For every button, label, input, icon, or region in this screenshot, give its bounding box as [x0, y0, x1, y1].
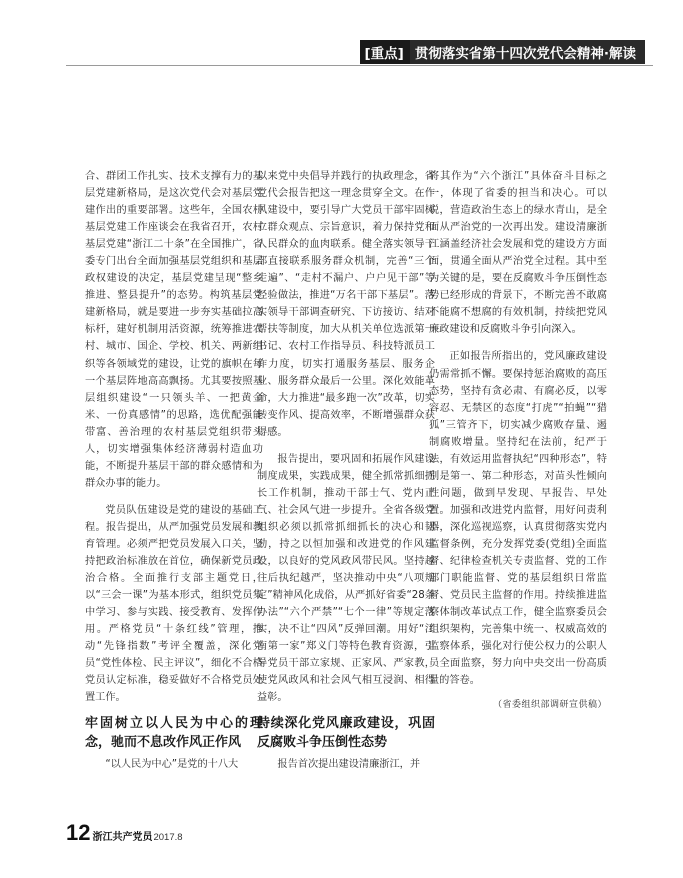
section-tag: [重点] [360, 40, 410, 64]
paragraph: 正如报告所指出的，党风廉政建设仍需常抓不懈。要保持惩治腐败的高压态势，坚持有贪必肃、有腐必反，以零容忍、无禁区的态度“打虎”“拍蝇”“猎狐”三管齐下，切实减少腐败存量、遏制腐败增量。坚持纪在法前，纪严于法，有效运用监督执纪“四种形态”，特别是第一、第二种形态，对苗头性倾向性问题，做到早发现、早报告、早处置。加强和改进党内监督，用好问责利器，深化巡视巡察，认真贯彻落实党内监督条例，充分发挥党委(党组)全面监督、纪律检查机关专责监督、党的工作部门职能监督、党的基层组织日常监督、党员民主监督的作用。持续推进监察体制改革试点工作，健全监察委员会组织架构，完善集中统一、权威高效的监察体系，强化对行使公权力的公职人员全面监察，努力向中央交出一份高质量的答卷。 [429, 351, 607, 687]
page-number: 12 [66, 820, 91, 845]
article-column-1 [85, 168, 263, 774]
subheading [85, 714, 263, 752]
paragraph: 党员队伍建设是党的建设的基础工程。报告提出，从严加强党员发展和教育管理。必须严把党员发展入口关，坚持把政治标准放在首位，确保新党员政治合格。全面推行支部主题党日，以“三会一课”为基本形式，组织党员集中学习、参与实践、接受教育、发挥作用。严格党员“十条红线”管理，推动“先锋指数”考评全覆盖，深化党员“党性体检、民主评议”，细化不合格党员认定标准，稳妥做好不合格党员处置工作。 [85, 504, 263, 704]
page-footer [66, 820, 183, 846]
paragraph: “以人民为中心”是党的十八大 [105, 759, 239, 771]
section-header [360, 40, 645, 64]
journal-name: 浙江共产党员 [92, 832, 153, 843]
article-column-2 [257, 168, 435, 774]
header-rule [66, 65, 653, 66]
paragraph: 以来党中央倡导并践行的执政理念，省党代会报告把这一理念贯穿全文。在作风建设中，要引导广大党员干部牢固树立群众观点、宗旨意识，着力保持党和人民群众的血肉联系。健全落实领导干部直接联系服务群众机制，完善“三个走遍”、“走村不漏户、户户见干部”等经验做法，推进“万名干部下基层”。落实领导干部调查研究、下访接访、结对帮扶等制度，加大从机关单位选派第一书记、农村工作指导员、科技特派员工作力度，切实打通服务基层、服务企业、服务群众最后一公里。深化效能革命，大力推进“最多跑一次”改革，切实转变作风、提高效率，不断增强群众获得感。 [257, 171, 435, 438]
subheading-text: 牢固树立以人民为中心的理念，驰而不息改作风正作风 [85, 716, 263, 751]
subheading-text: 持续深化党风廉政建设，巩固反腐败斗争压倒性态势 [257, 716, 435, 751]
paragraph: 报告提出，要巩固和拓展作风建设制度成果，实践成果，健全抓常抓细抓长工作机制，推动干部士气、党内正气、社会风气进一步提升。全省各级党组织必须以抓常抓细抓长的决心和韧劲，持之以恒加强和改进党的作风建设，以良好的党风政风带民风。坚持越往后执纪越严，坚决推动中央“八项规定”精神风化成俗，从严抓好省委“28条办法”“六个严禁”“七个一律”等规定落实，决不让“四风”反弹回潮。用好“江南第一家”郑义门等特色教育资源，引导党员干部立家规、正家风、严家教，使党风政风和社会风气相互浸润、相得益彰。 [257, 453, 435, 704]
paragraph: 合、群团工作扎实、技术支撑有力的基层党建新格局，是这次党代会对基层党建作出的重要部署。这些年，全国农村基层党建工作座谈会在我省召开，农村基层党建“浙江二十条”在全国推广，省委专门出台全面加强基层党组织和基层政权建设的决定，基层党建呈现“整乡推进、整县提升”的态势。构筑基层党建新格局，就是要进一步夯实基础拉高标杆，建好机制用活资源，统筹推进农村、城市、国企、学校、机关、两新组织等各领域党的建设，让党的旗帜在每一个基层阵地高高飘扬。尤其要按照基层组织建设“一只领头羊、一把黄金米、一份真感情”的思路，选优配强能带富、善治理的农村基层党组织带头人，切实增强集体经济薄弱村造血功能，不断提升基层干部的群众感情和为群众办事的能力。 [85, 171, 263, 489]
article-credit: （省委组织部调研宣供稿） [492, 700, 607, 711]
article-column-3 [429, 168, 607, 714]
paragraph: 将其作为“六个浙江”具体奋斗目标之一，体现了省委的担当和决心。可以说，营造政治生态上的绿水青山，是全面从严治党的一次再出发。建设清廉浙江涵盖经济社会发展和党的建设方方面面，贯通全面从严治党全过程。其中至为关键的是，要在反腐败斗争压倒性态势已经形成的背景下，不断完善不敢腐不能腐不想腐的有效机制，持续把党风廉政建设和反腐败斗争引向深入。 [429, 171, 607, 336]
issue-number: 2017.8 [153, 832, 183, 843]
paragraph: 报告首次提出建设清廉浙江，并 [277, 759, 421, 771]
subheading [257, 714, 435, 752]
section-title: 贯彻落实省第十四次党代会精神·解读 [410, 40, 645, 64]
